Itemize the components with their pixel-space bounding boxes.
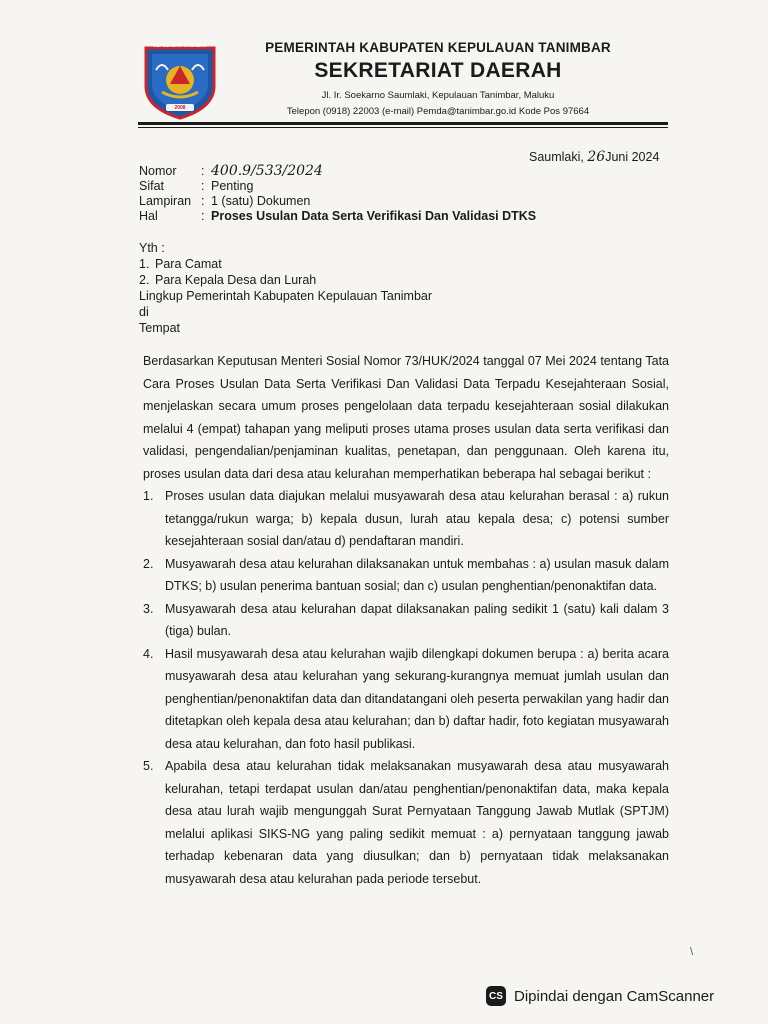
recipient-item bbox=[139, 256, 432, 272]
camscanner-text: Dipindai dengan CamScanner bbox=[514, 987, 715, 1005]
logo-year-text: 2008 bbox=[174, 105, 186, 111]
list-item bbox=[143, 643, 669, 756]
addressee-block bbox=[139, 240, 432, 336]
item-text: Hasil musyawarah desa atau kelurahan wajib dilengkapi dokumen berupa : a) berita acara musyawarah desa atau kelurahan yang sekurang-kurangnya memuat jumlah usulan dan penghentian/penonaktifan data dan ditandatangani oleh peserta perwakilan yang hadir dan ditetapkan oleh kepala desa atau kelurahan; dan b) daftar hadir, foto kegiatan musyawarah desa atau kelurahan, dan foto hasil publikasi. bbox=[165, 646, 669, 751]
meta-separator: : bbox=[201, 209, 205, 223]
item-number: 3. bbox=[143, 601, 154, 616]
scan-mark: \ bbox=[690, 946, 694, 958]
letter-meta bbox=[139, 164, 536, 224]
points-list bbox=[143, 485, 669, 890]
item-text: Musyawarah desa atau kelurahan dapat dilaksanakan paling sedikit 1 (satu) kali dalam 3 (tiga) bulan. bbox=[165, 601, 669, 638]
recipient-number: 1. bbox=[139, 257, 150, 271]
recipient-number: 2. bbox=[139, 273, 150, 287]
recipient-place: Tempat bbox=[139, 321, 180, 335]
recipient-di: di bbox=[139, 305, 149, 319]
meta-row-lampiran bbox=[139, 194, 536, 209]
meta-separator: : bbox=[201, 179, 205, 193]
meta-label: Sifat bbox=[139, 179, 165, 193]
meta-separator: : bbox=[201, 164, 205, 178]
intro-paragraph: Berdasarkan Keputusan Menteri Sosial Nomor 73/HUK/2024 tanggal 07 Mei 2024 tentang Tata Cara Proses Usulan Data Serta Verifikasi Dan Validasi Data Terpadu Kesejahteraan Sosial, menjelaskan secara umum proses pengelolaan data terpadu kesejahteraan sosial dilakukan melalui 4 (empat) tahapan yang meliputi proses utama proses usulan data serta verifikasi dan validasi, pengendalian/penjaminan kualitas, penetapan, dan penggunaan. Oleh karena itu, proses usulan data dari desa atau kelurahan memperhatikan beberapa hal sebagai berikut : bbox=[143, 354, 669, 481]
handwritten-day: 26 bbox=[587, 149, 606, 165]
regency-logo bbox=[140, 40, 220, 120]
letter-subject: Proses Usulan Data Serta Verifikasi Dan Validasi DTKS bbox=[211, 209, 537, 223]
office-address: Jl. Ir. Soekarno Saumlaki, Kepulauan Tanimbar, Maluku bbox=[321, 90, 555, 101]
meta-label: Lampiran bbox=[139, 194, 192, 208]
place-date bbox=[529, 149, 659, 165]
list-item bbox=[143, 598, 669, 643]
office-contact: Telepon (0918) 22003 (e-mail) Pemda@tanimbar.go.id Kode Pos 97664 bbox=[286, 106, 590, 117]
item-text: Proses usulan data diajukan melalui musyawarah desa atau kelurahan berasal : a) rukun tetangga/rukun warga; b) kepala dusun, lurah atau kepala desa; c) potensi sumber kesejahteraan sosial dan/atau d) pendaftaran mandiri. bbox=[165, 489, 669, 548]
meta-label: Nomor bbox=[139, 164, 177, 178]
recipient-name: Para Kepala Desa dan Lurah bbox=[155, 273, 317, 287]
recipient-scope: Lingkup Pemerintah Kabupaten Kepulauan Tanimbar bbox=[139, 289, 433, 303]
item-number: 4. bbox=[143, 646, 154, 661]
list-item bbox=[143, 485, 669, 553]
list-item bbox=[143, 755, 669, 890]
item-number: 1. bbox=[143, 489, 154, 503]
letterhead-divider-thin bbox=[138, 127, 668, 128]
meta-row-hal bbox=[139, 209, 536, 224]
camscanner-icon: CS bbox=[486, 986, 506, 1006]
place: Saumlaki, bbox=[529, 150, 588, 164]
meta-label: Hal bbox=[139, 209, 158, 223]
office-name: SEKRETARIAT DAERAH bbox=[314, 59, 562, 82]
item-text: Musyawarah desa atau kelurahan dilaksanakan untuk membahas : a) usulan masuk dalam DTKS; b) usulan penerima bantuan sosial; dan c) usulan penghentian/penonaktifan data. bbox=[165, 556, 669, 593]
item-text: Apabila desa atau kelurahan tidak melaksanakan musyawarah desa atau musyawarah kelurahan, tetapi terdapat usulan dan/atau penghentian/penonaktifan data, maka kepala desa atau lurah wajib mengunggah Surat Pernyataan Tanggung Jawab Mutlak (SPTJM) melalui aplikasi SIKS-NG yang paling sedikit memuat : a) pernyataan tanggung jawab terhadap kebenaran data yang diusulkan; dan b) pernyataan tidak melaksanakan musyawarah desa atau kelurahan pada periode tersebut. bbox=[165, 759, 669, 886]
letter-attachment: 1 (satu) Dokumen bbox=[211, 194, 311, 208]
letterhead bbox=[238, 40, 638, 117]
meta-separator: : bbox=[201, 194, 205, 208]
item-number: 5. bbox=[143, 759, 154, 773]
government-name: PEMERINTAH KABUPATEN KEPULAUAN TANIMBAR bbox=[265, 40, 611, 55]
letter-number: 400.9/533/2024 bbox=[211, 163, 323, 179]
camscanner-watermark bbox=[486, 986, 714, 1006]
letterhead-divider bbox=[138, 122, 668, 125]
list-item bbox=[143, 553, 669, 598]
logo-banner-text: KEPULAUAN TANIMBAR bbox=[153, 43, 207, 48]
salutation: Yth : bbox=[139, 241, 165, 255]
meta-row-nomor bbox=[139, 164, 536, 179]
recipient-item bbox=[139, 272, 432, 288]
letter-nature: Penting bbox=[211, 179, 254, 193]
meta-row-sifat bbox=[139, 179, 536, 194]
month-year: Juni 2024 bbox=[605, 150, 660, 164]
item-number: 2. bbox=[143, 556, 154, 571]
letter-body bbox=[143, 350, 669, 890]
recipient-name: Para Camat bbox=[155, 257, 222, 271]
